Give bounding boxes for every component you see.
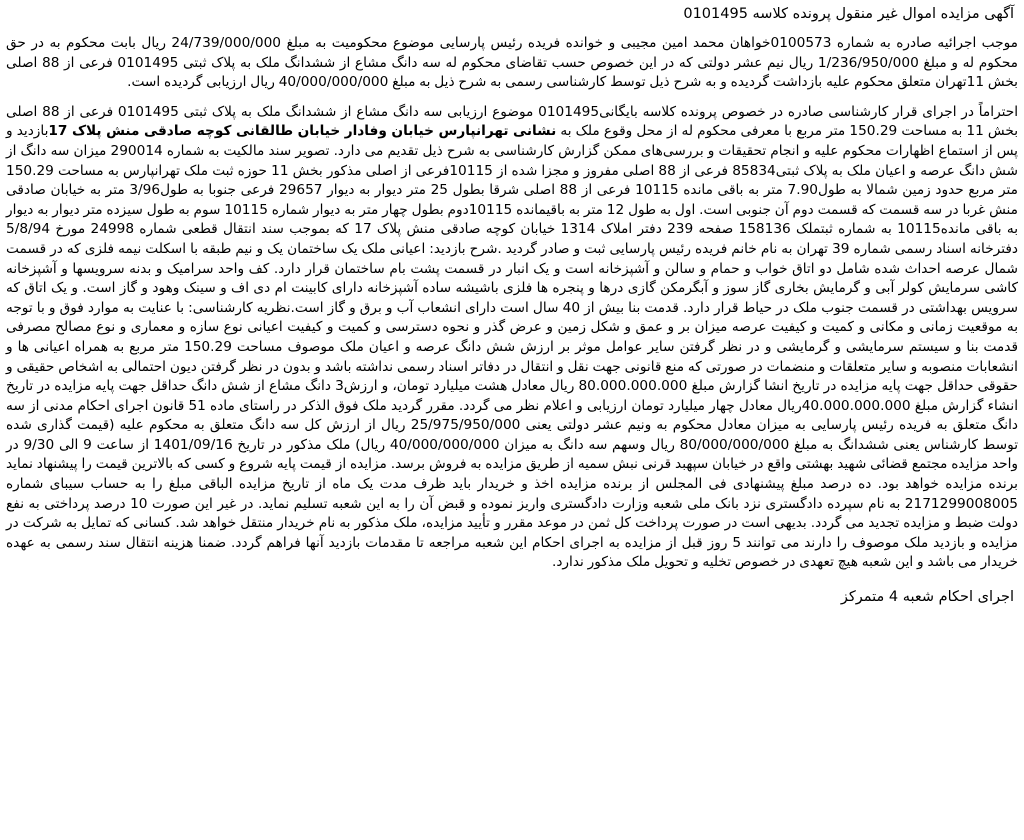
notice-paragraph-appraisal: [6, 103, 1018, 573]
notice-signature: اجرای احکام شعبه 4 متمرکز: [840, 589, 1014, 606]
property-address: نشانی تهرانپارس خیابان وفادار خیابان طالقانی کوچه صادقی منش پلاک 17: [48, 123, 557, 140]
appraisal-text-body: بازدید و پس از استماع اظهارات محکوم علیه و انجام تحقیقات و بررسی‌های ممکن گزارش کارشناسی به شرح ذیل تقدیم می دارد. تصویر سند مالکیت به شماره 290014 میزان سه دانگ از شش دانگ عرصه و اعیان ملک به پلاک ثبتی85834 فرعی از 88 اصلی مفروز و مجزا شده از 10115فرعی از اصلی مذکور بخش 11 حوزه ثبت ملک تهرانپارس به مساحت 150.29 متر مربع حدود زمین شمالا به طول7.90 متر به باقی مانده 10115 فرعی از 88 اصلی شرقا بطول 25 متر دیوار به دیوار 29657 فرعی جنوبا به طول3/96 متر به خیابان صادقی منش غربا در سه قسمت که قسمت دوم آن جنوبی است. اول به طول 12 متر به باقیمانده 10115دوم بطول چهار متر به دیوار شماره 10115 سوم به طول سیزده متر دیوار به دیوار به باقی مانده10115 به شماره ثبتملک 158136 صفحه 239 دفتر املاک 1314 خیابان کوچه صادقی منش پلاک 17 که بموجب سند انتقال قطعی شماره 24998 مورخ 5/8/94 دفترخانه اسناد رسمی شماره 39 تهران به نام خانم فریده رئیس پارسایی ثبت و صادر گردید .شرح بازدید: اعیانی ملک یک ساختمان یک و نیم طبقه با اسکلت نیمه فلزی که در قسمت شمال عرصه احداث شده شامل دو اتاق خواب و حمام و سالن و آشپزخانه است و یک انبار در قسمت پشت بام ساختمان قرار دارد. کف واحد سرامیک و بدنه سرویسها و آشپزخانه کاشی سرمایش کولر آبی و گرمایش بخاری گاز سوز و آبگرمکن گازی درها و پنجره ها فلزی باشیشه ساده آشپزخانه دارای کابینت ام دی اف و سینک وهود و گاز است. و یک اتاق که سرویس بهداشتی در قسمت جنوب ملک در حیاط قرار دارد. قدمت بنا بیش از 40 سال است دارای انشعاب آب و برق و گاز است.نظریه کارشناسی: با عنایت به موارد فوق و با توجه به موقعیت زمانی و مکانی و کمیت و کیفیت عرصه میزان بر و عمق و شکل زمین و عرض گذر و نحوه دسترسی و کمیت و کیفیت اعیانی نوع سازه و معماری و نوع مصالح مصرفی قدمت بنا و سیستم سرمایشی و گرمایشی و در نظر گرفتن سایر عوامل موثر بر ارزش شش دانگ عرصه و اعیان ملک موصوف مساحت 150.29 متر مربع به همراه اعیانی ها و انشعابات منصوبه و سایر متعلقات و منضمات در صورتی که منع قانونی جهت نقل و انتقال در دفاتر اسناد رسمی نداشته باشد و بدون در نظر گرفتن دیون احتمالی به اشخاص حقیقی و حقوقی حداقل جهت پایه مزایده در تاریخ انشا گزارش مبلغ 80.000.000.000 ریال معادل هشت میلیارد تومان، و ارزش3 دانگ مشاع از شش دانگ حداقل جهت پایه مزایده در تاریخ انشاء گزارش مبلغ 40.000.000.000ریال معادل چهار میلیارد تومان ارزیابی و اعلام نظر می گردد. مقرر گردید ملک فوق الذکر در راستای ماده 51 قانون اجرای احکام مدنی از سه دانگ متعلق به فریده رئیس پارسایی به میزان معادل محکوم به ونیم عشر دولتی یعنی 25/975/950/000 ریال از ارزش کل سه دانگ متعلق به محکوم علیه (قیمت گذاری شده توسط کارشناس یعنی ششدانگ به مبلغ 80/000/000/000 ریال وسهم سه دانگ به میزان 40/000/000/000 ریال) ملک مذکور در تاریخ 1401/09/16 از ساعت 9 الی 9/30 در واحد مزایده مجتمع قضائی شهید بهشتی واقع در خیابان سپهبد قرنی نبش سمیه از طریق مزایده به فروش برسد. مزایده از قیمت پایه شروع و کسی که بالاترین قیمت را پیشنهاد نماید برنده مزایده خواهد بود. ده درصد مبلغ پیشنهادی فی المجلس از برنده مزایده اخذ و خریدار باید ظرف مدت یک ماه از تاریخ مزایده الباقی مبلغ را به حساب سیبای شماره 2171299008005 به نام سپرده دادگستری نزد بانک ملی شعبه وزارت دادگستری واریز نموده و قبض آن را به این شعبه تسلیم نماید. در غیر این صورت 10 درصد پرداختی به نفع دولت ضبط و مزایده تجدید می گردد. بدیهی است در صورت پرداخت کل ثمن در موعد مقرر و تأیید مزایده، ملک مذکور به نام خریدار منتقل خواهد شد. کسانی که تمایل به شرکت در مزایده و بازدید ملک موصوف را دارند می توانند 5 روز قبل از مزایده به اجرای احکام این شعبه مراجعه تا مقدمات بازدید آنها فراهم گردد. ضمنا هزینه انتقال سند رسمی به عهده خریدار می باشد و این شعبه هیچ تعهدی در خصوص تخلیه و تحویل ملک مذکور ندارد.: [6, 123, 1019, 571]
notice-title: آگهی مزایده اموال غیر منقول پرونده کلاسه 0101495: [683, 6, 1014, 22]
notice-paragraph-execution: موجب اجرائیه صادره به شماره 0100573خواهان محمد امین مجیبی و خوانده فریده رئیس پارسایی موضوع محکومیت به مبلغ 24/739/000/000 ریال بابت محکوم به در حق محکوم له و مبلغ 1/236/950/000 ریال نیم عشر دولتی که در این خصوص حسب تقاضای محکوم له سه دانگ مشاع از ششدانگ ملک به پلاک ثبتی 0101495 فرعی از 88 اصلی بخش 11تهران متعلق محکوم علیه بازداشت گردیده و به شرح ذیل توسط کارشناسی رسمی به شرح ذیل به مبلغ 40/000/000/000 ریال ارزیابی گردیده است.: [6, 35, 1019, 91]
appraisal-text-intro: احتراماً در اجرای قرار کارشناسی صادره در خصوص پرونده کلاسه بایگانی0101495 موضوع ارزیابی سه دانگ مشاع از ششدانگ ملک به پلاک ثبتی 0101495 فرعی از 88 اصلی بخش 11 به مساحت 150.29 متر مربع با معرفی محکوم له از محل وقوع ملک به: [6, 103, 1019, 140]
